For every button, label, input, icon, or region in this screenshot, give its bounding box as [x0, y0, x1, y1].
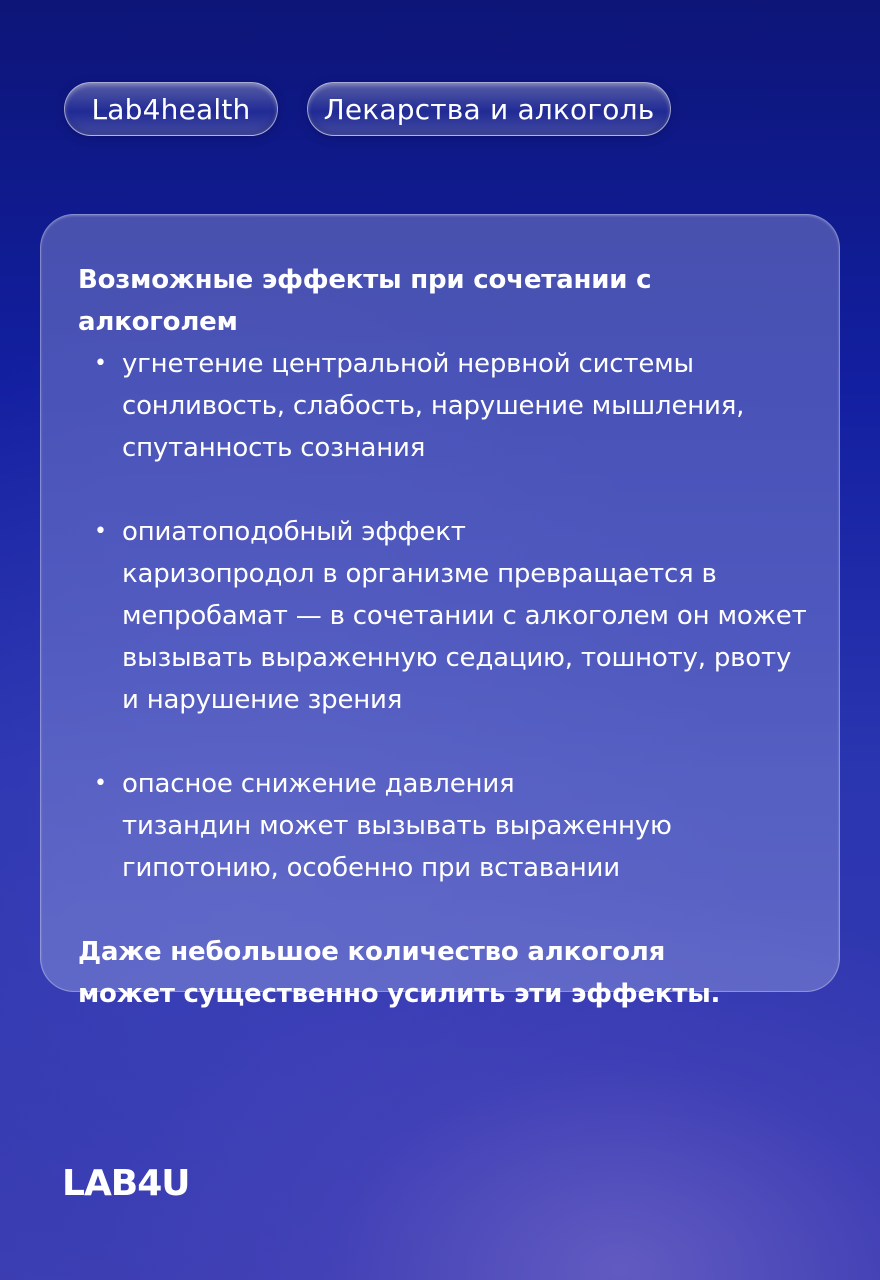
bullet-icon: • — [94, 771, 107, 796]
tag-lab4health[interactable] — [64, 82, 278, 136]
effects-list — [78, 343, 813, 889]
tag-drugs-and-alcohol[interactable] — [307, 82, 671, 136]
tag-label: Lab4health — [91, 92, 251, 126]
effect-description: каризопродол в организме превращается в мепробамат — в сочетании с алкоголем он может вызывать выраженную седацию, тошноту, рвоту и нарушение зрения — [122, 559, 807, 715]
list-item — [78, 511, 813, 721]
effect-description: тизандин может вызывать выраженную гипотонию, особенно при вставании — [122, 811, 672, 883]
tag-label: Лекарства и алкоголь — [323, 92, 655, 126]
info-card — [40, 214, 840, 1009]
effect-title: угнетение центральной нервной системы — [122, 349, 694, 379]
brand-logo: LAB4U — [62, 1163, 190, 1204]
bullet-icon: • — [94, 519, 107, 544]
effect-description: сонливость, слабость, нарушение мышления, спутанность сознания — [122, 391, 745, 463]
bullet-icon: • — [94, 351, 107, 376]
warning-note: Даже небольшое количество алкоголя может существенно усилить эти эффекты. — [78, 937, 721, 1009]
effect-title: опиатоподобный эффект — [122, 517, 466, 547]
list-item — [78, 763, 813, 889]
card-title: Возможные эффекты при сочетании с алкоголем — [78, 265, 652, 337]
list-item — [78, 343, 813, 469]
effect-title: опасное снижение давления — [122, 769, 515, 799]
